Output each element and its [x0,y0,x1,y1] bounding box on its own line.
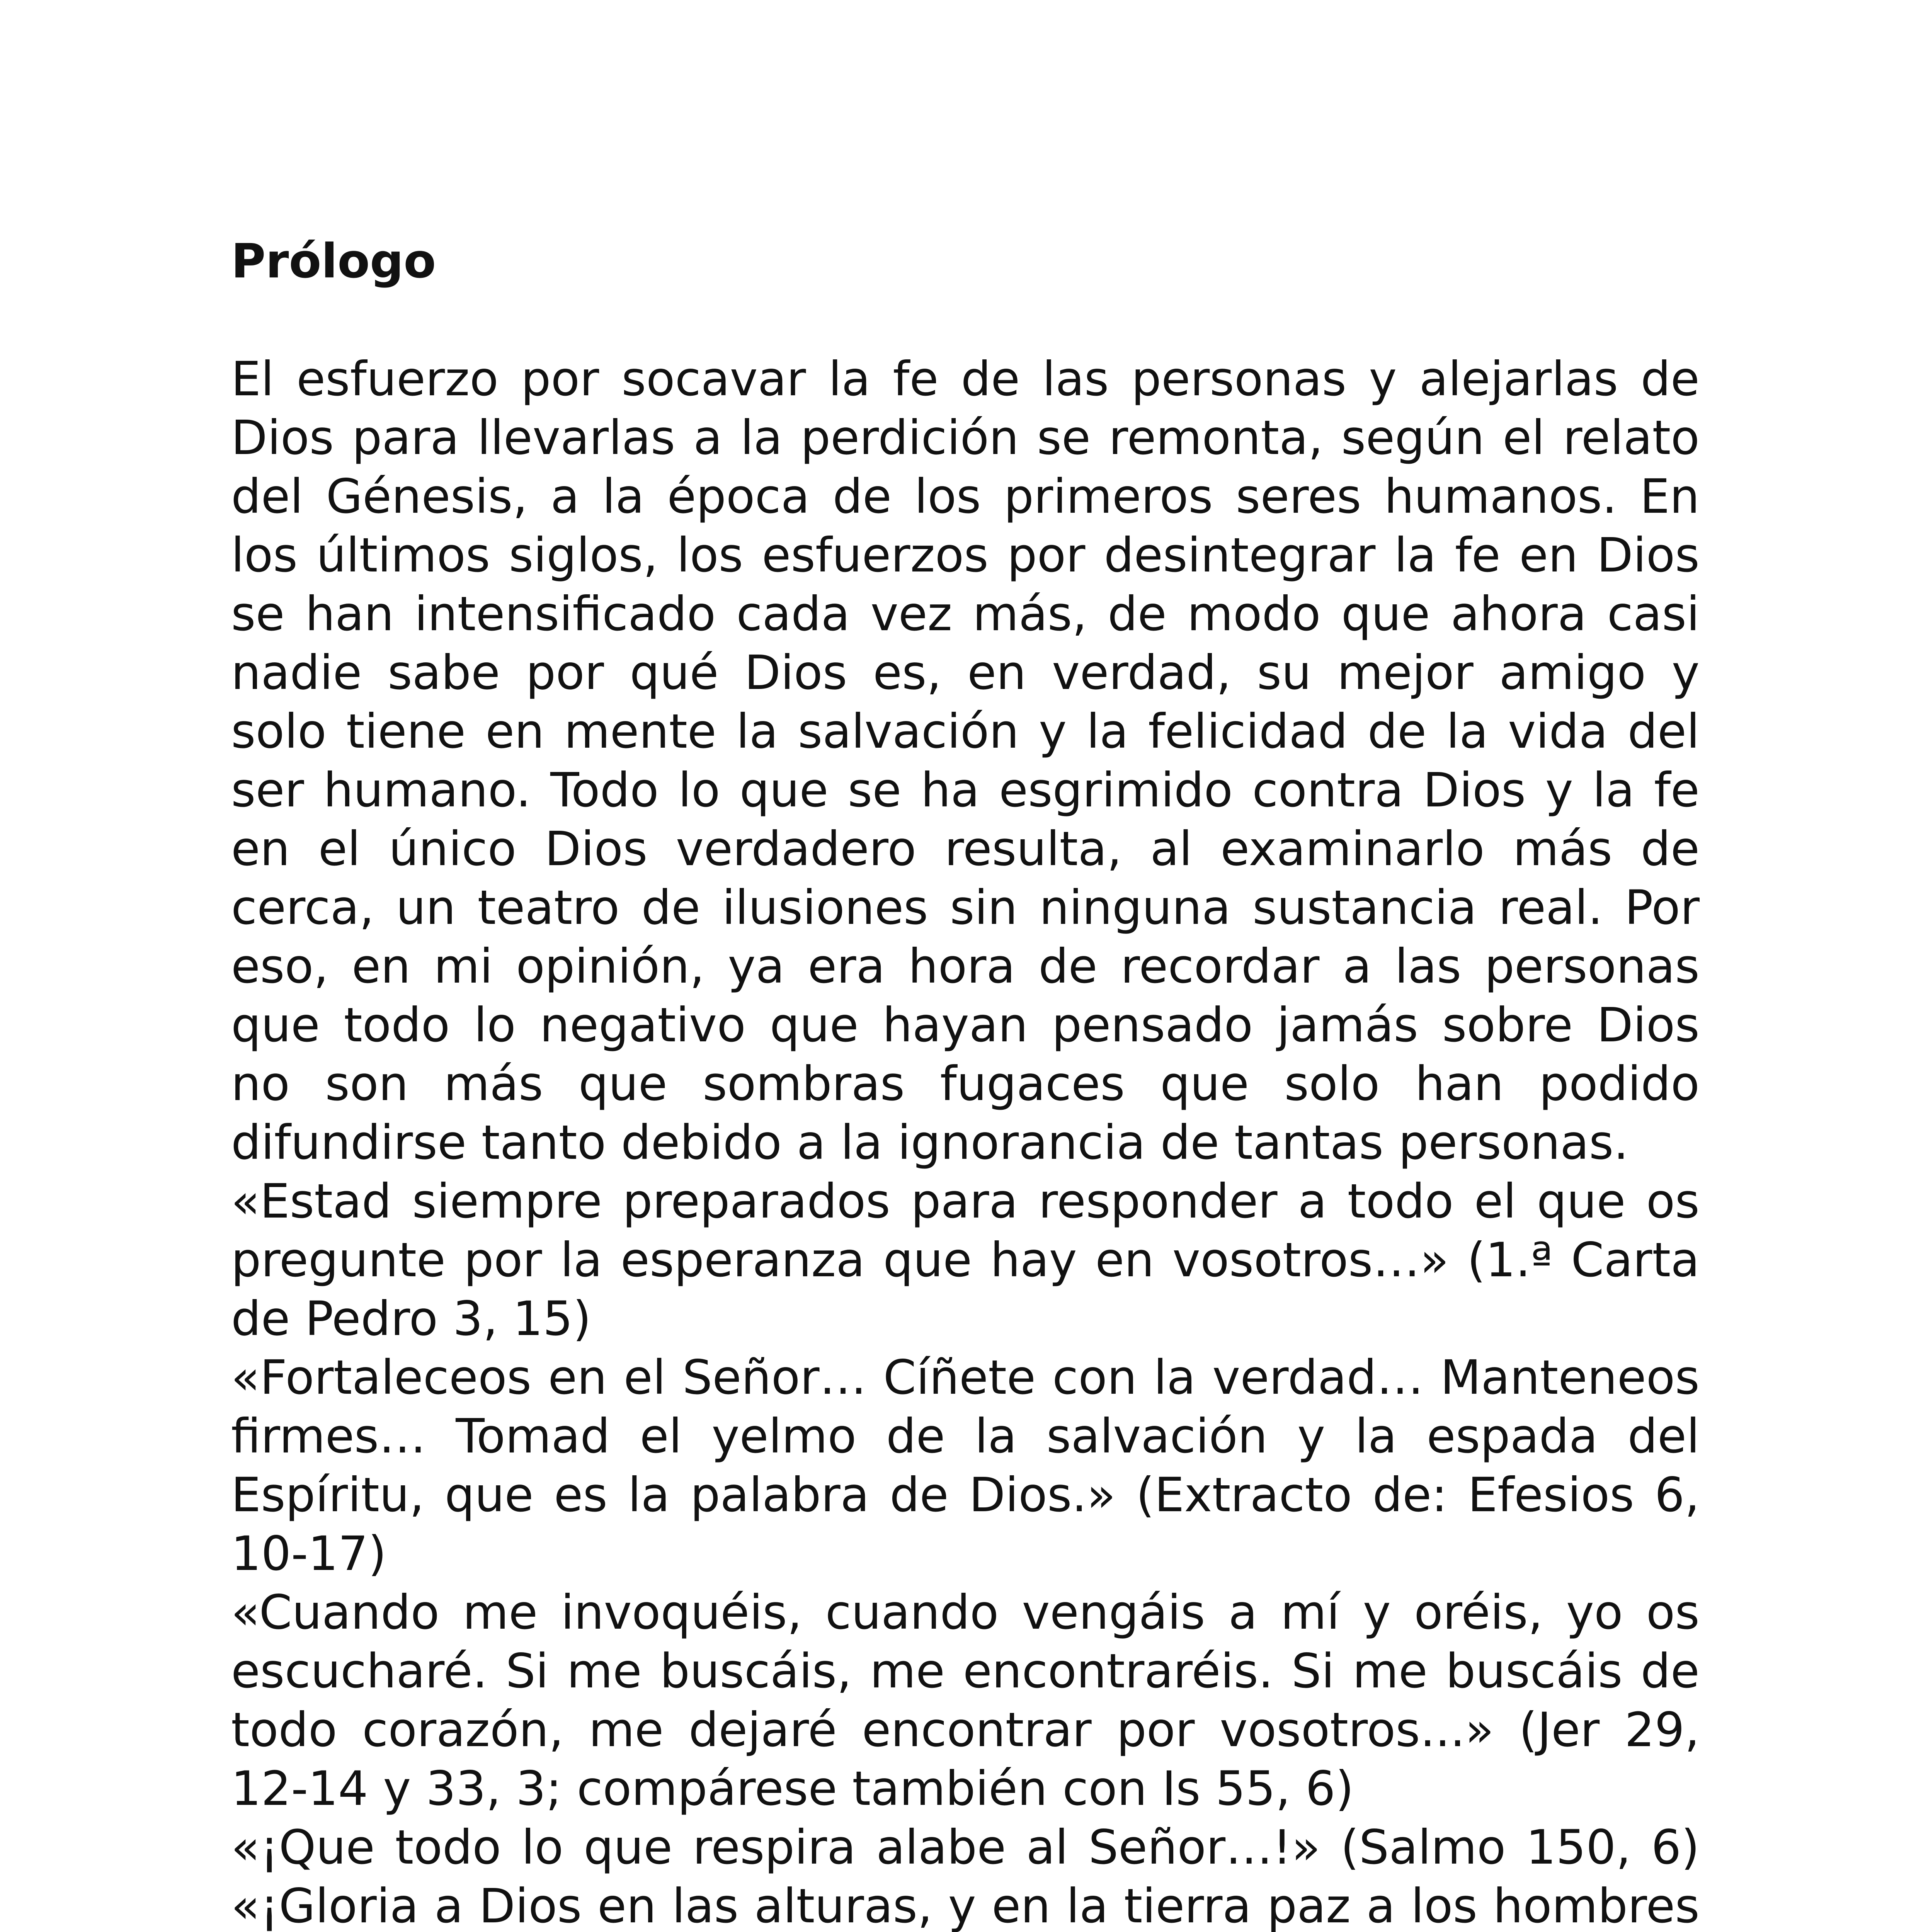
quote-line: «Estad siempre preparados para responder a todo el que os [231,1174,1700,1229]
quote-line: Espíritu, que es la palabra de Dios.» (Extracto de: Efesios 6, [231,1468,1700,1522]
document-page [231,0,1700,1932]
body-line: El esfuerzo por socavar la fe de las personas y alejarlas de [231,352,1700,406]
quote-line: «¡Que todo lo que respira alabe al Señor…!» (Salmo 150, 6) [231,1820,1700,1875]
body-line: Dios para llevarlas a la perdición se remonta, según el relato [231,410,1700,465]
quote-line: firmes… Tomad el yelmo de la salvación y la espada del [231,1409,1700,1464]
quote-line: «¡Gloria a Dios en las alturas, y en la tierra paz a los hombres [231,1879,1700,1932]
page-title: Prólogo [231,234,436,289]
body-line: en el único Dios verdadero resulta, al examinarlo más de [231,821,1700,876]
body-line: eso, en mi opinión, ya era hora de recordar a las personas [231,939,1700,994]
body-text [231,350,1700,1932]
body-line: no son más que sombras fugaces que solo han podido [231,1056,1700,1111]
body-line: que todo lo negativo que hayan pensado jamás sobre Dios [231,998,1700,1053]
body-line: se han intensificado cada vez más, de modo que ahora casi [231,587,1700,641]
quote-line: «Cuando me invoquéis, cuando vengáis a mí y oréis, yo os [231,1585,1700,1640]
quote-line: 12-14 y 33, 3; compárese también con Is 55, 6) [231,1761,1354,1816]
body-line: cerca, un teatro de ilusiones sin ninguna sustancia real. Por [231,880,1700,935]
quote-line: «Fortaleceos en el Señor… Cíñete con la verdad… Manteneos [231,1350,1700,1405]
quote-line: pregunte por la esperanza que hay en vosotros…» (1.ª Carta [231,1233,1700,1287]
quote-line: escucharé. Si me buscáis, me encontraréis. Si me buscáis de [231,1644,1700,1699]
body-line: difundirse tanto debido a la ignorancia de tantas personas. [231,1115,1629,1170]
body-line: nadie sabe por qué Dios es, en verdad, su mejor amigo y [231,645,1700,700]
quote-line: todo corazón, me dejaré encontrar por vosotros...» (Jer 29, [231,1702,1700,1757]
body-line: los últimos siglos, los esfuerzos por desintegrar la fe en Dios [231,528,1700,583]
quote-line: 10-17) [231,1526,387,1581]
body-line: solo tiene en mente la salvación y la felicidad de la vida del [231,704,1700,759]
quote-line: de Pedro 3, 15) [231,1291,591,1346]
body-line: ser humano. Todo lo que se ha esgrimido contra Dios y la fe [231,763,1700,818]
body-line: del Génesis, a la época de los primeros seres humanos. En [231,469,1700,524]
